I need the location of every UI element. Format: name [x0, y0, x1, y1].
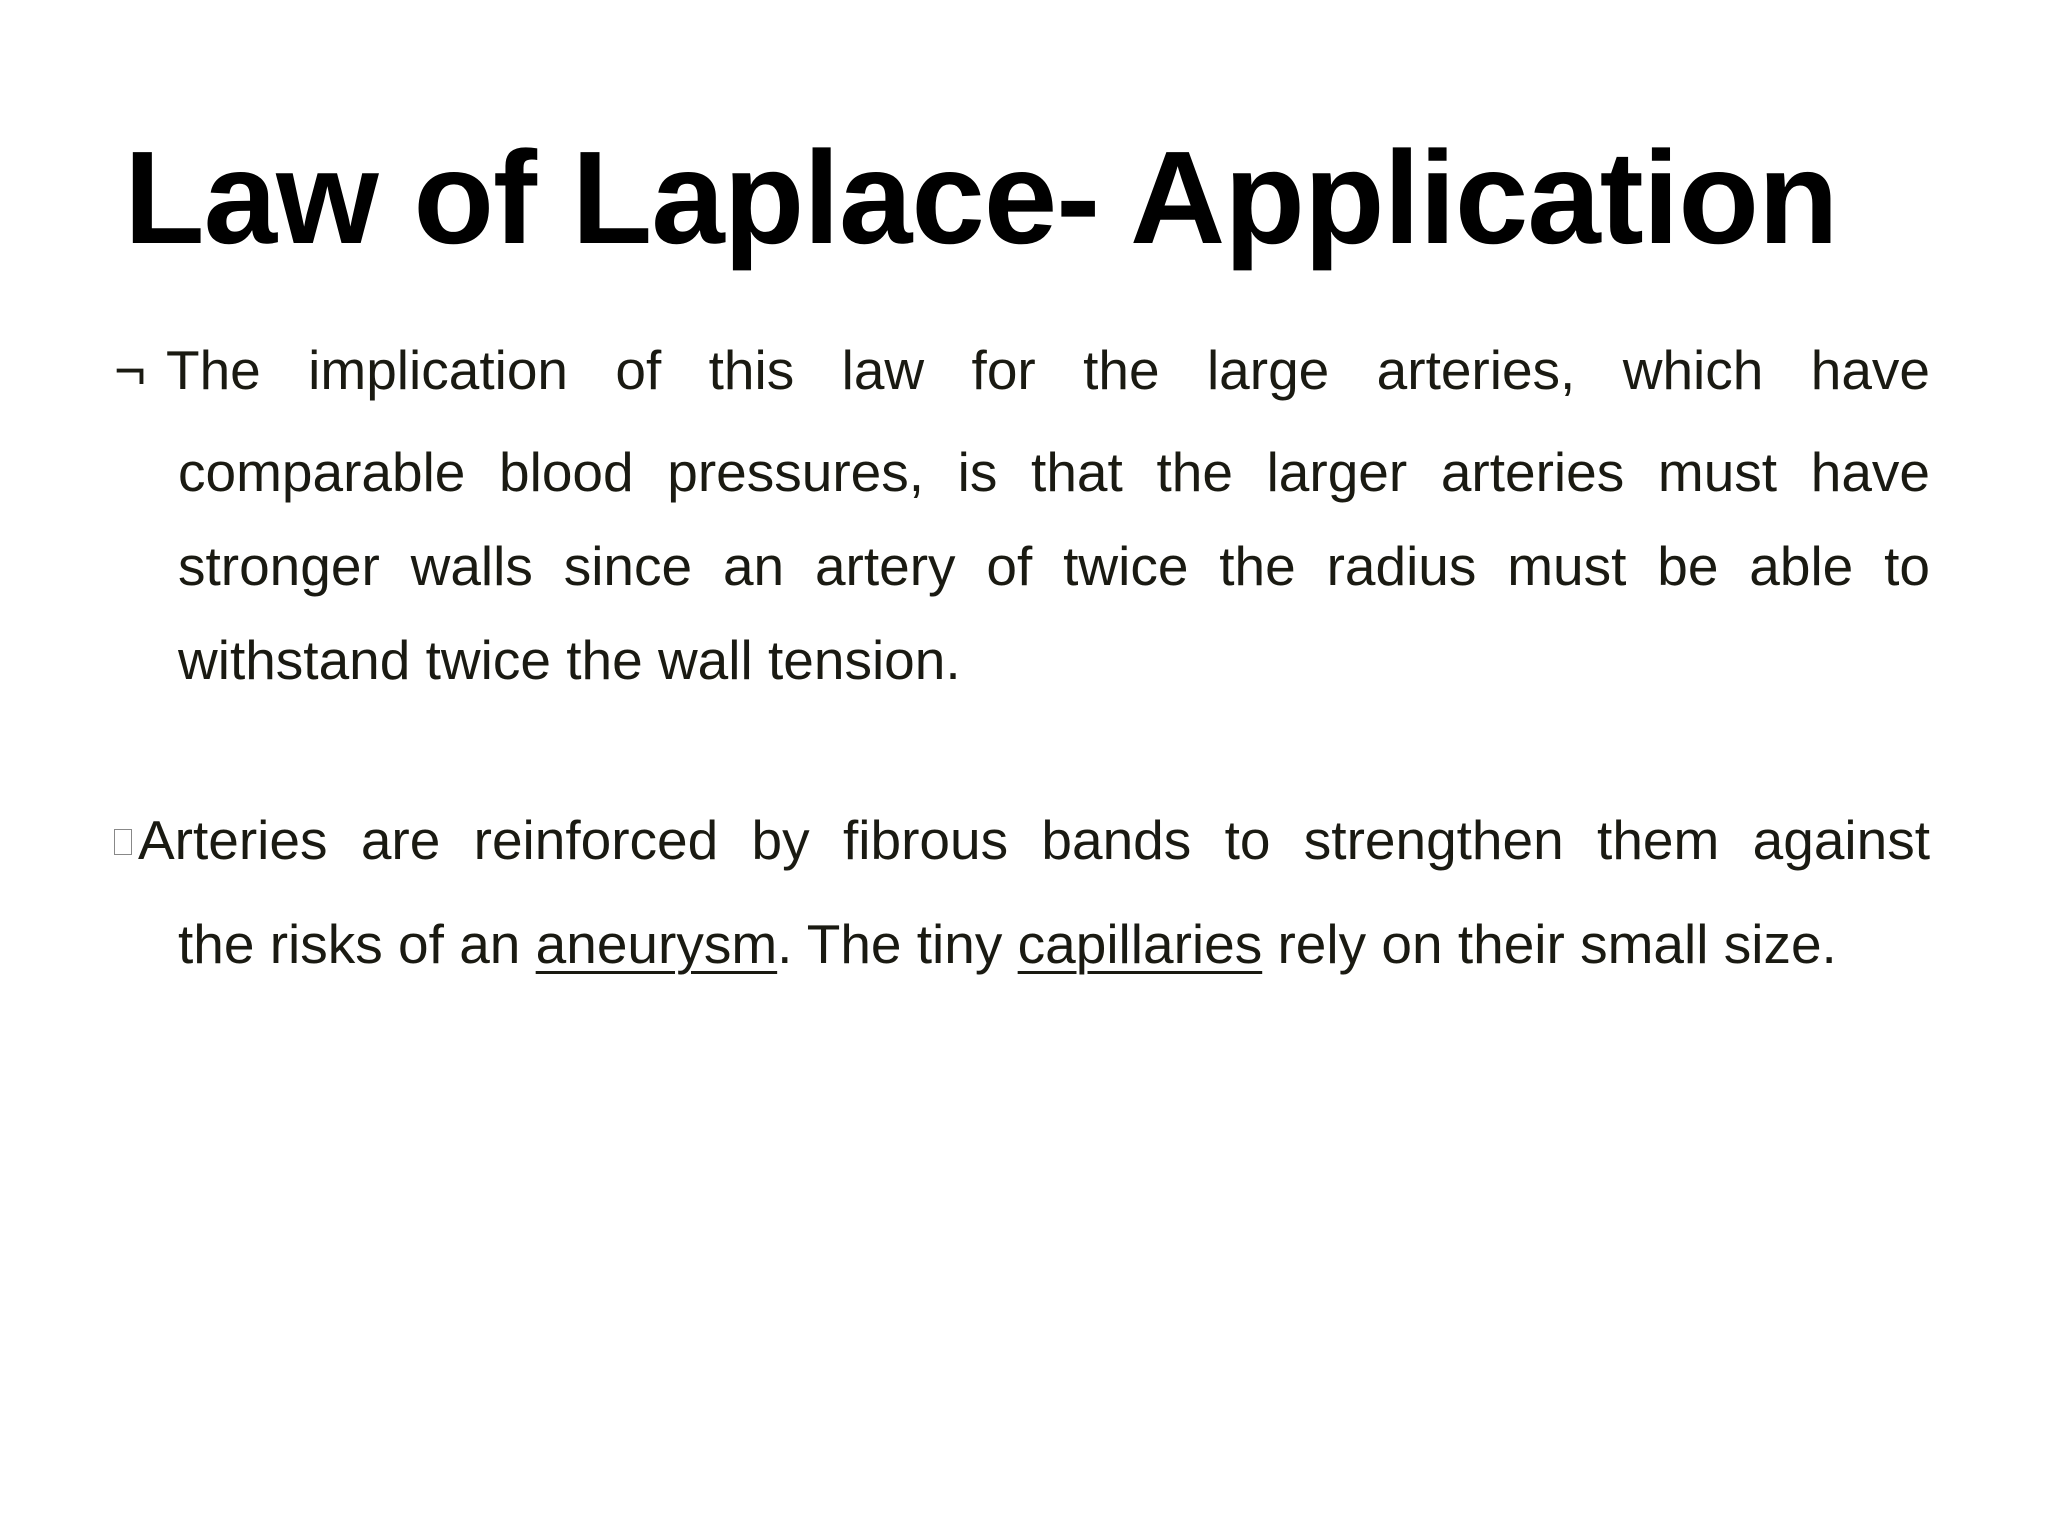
bullet-2-line-2 [178, 912, 1930, 992]
bullet-2-line-1 [114, 808, 1930, 888]
bullet-1-line-1 [114, 338, 1930, 418]
bullet-2-text-2b: . The tiny [777, 913, 1018, 975]
missing-glyph-box-icon [114, 829, 132, 855]
bullet-1-line-3: stronger walls since an artery of twice the radius must be able to [178, 535, 1930, 597]
slide-title: Law of Laplace- Application [124, 124, 1838, 271]
bullet-1 [114, 338, 1930, 691]
aneurysm-link[interactable]: aneurysm [535, 913, 778, 975]
bullet-1-line-4: withstand twice the wall tension. [178, 629, 961, 691]
bullet-2-text-1: Arteries are reinforced by fibrous bands to strengthen them against [138, 809, 1930, 871]
bullet-2 [114, 808, 1930, 1008]
bullet-2-text-2a: the risks of an [178, 913, 536, 975]
bullet-2-text-2c: rely on their small size. [1262, 913, 1837, 975]
not-sign-bullet-icon: ¬ [114, 339, 147, 401]
capillaries-link[interactable]: capillaries [1017, 913, 1263, 975]
bullet-1-line-2: comparable blood pressures, is that the larger arteries must have [178, 441, 1930, 503]
bullet-1-text-1: The implication of this law for the large arteries, which have [166, 339, 1930, 401]
